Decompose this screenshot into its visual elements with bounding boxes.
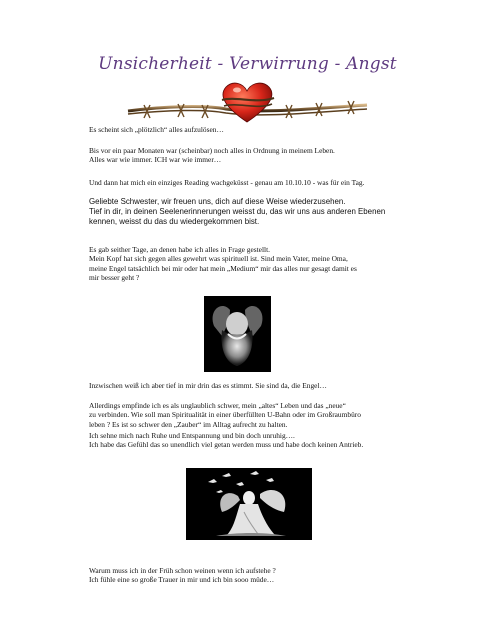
paragraph-8 (89, 431, 419, 450)
text-line: Es gab seither Tage, an denen habe ich alles in Frage gestellt. (89, 245, 270, 254)
paragraph-3 (89, 178, 419, 187)
paragraph-5 (89, 245, 419, 282)
text-line: Allerdings empfinde ich es als unglaublich schwer, mein „altes“ Leben und das „neue“ (89, 401, 346, 410)
text-line: Und dann hat mich ein einziges Reading wachgeküsst - genau am 10.10.10 - was für ein Tag. (89, 178, 365, 187)
text-line: Bis vor ein paar Monaten war (scheinbar) noch alles in Ordnung in meinem Leben. (89, 146, 335, 155)
text-line: Ich fühle eine so große Trauer in mir und ich bin sooo müde… (89, 575, 275, 585)
text-line: Warum muss ich in der Früh schon weinen wenn ich aufstehe ? (89, 566, 276, 575)
paragraph-2 (89, 146, 419, 165)
text-line: Geliebte Schwester, wir freuen uns, dich auf diese Weise wiederzusehen. (89, 197, 346, 206)
text-line: leben ? Es ist so schwer den „Zauber“ im Alltag aufrecht zu halten. (89, 419, 288, 429)
text-line: Mein Kopf hat sich gegen alles gewehrt was spirituell ist. Sind mein Vater, meine Oma, (89, 254, 348, 264)
text-line: meine Engel tatsächlich bei mir oder hat mein „Medium“ mir das alles nur gesagt damit es (89, 263, 357, 273)
paragraph-7 (89, 401, 419, 429)
paragraph-1 (89, 125, 419, 134)
text-line: Ich habe das Gefühl das so unendlich viel getan werden muss und habe doch keinen Antrieb. (89, 440, 364, 450)
page-title: Unsicherheit - Verwirrung - Angst (98, 54, 397, 74)
weeping-angel-icon (204, 296, 271, 372)
text-line: zu verbinden. Wie soll man Spiritualität in einer überfüllten U-Bahn oder im Großraumbüro (89, 410, 361, 420)
text-line: kennen, weisst du das du wiedergekommen bist. (89, 217, 260, 227)
text-line: mir besser geht ? (89, 272, 140, 282)
text-line: Ich sehne mich nach Ruhe und Entspannung und bin doch unruhig…. (89, 431, 295, 440)
text-line: Es scheint sich „plötzlich“ alles aufzulösen… (89, 125, 224, 134)
paragraph-4 (89, 197, 419, 228)
paragraph-6 (89, 381, 419, 390)
barbed-wire-heart-icon (126, 78, 369, 128)
paragraph-9 (89, 566, 419, 585)
text-line: Alles war wie immer. ICH war wie immer… (89, 155, 222, 165)
angel-doves-icon (186, 468, 312, 540)
text-line: Tief in dir, in deinen Seelenerinnerungen weisst du, das wir uns aus anderen Ebenen (89, 207, 386, 217)
text-line: Inzwischen weiß ich aber tief in mir drin das es stimmt. Sie sind da, die Engel… (89, 381, 327, 390)
